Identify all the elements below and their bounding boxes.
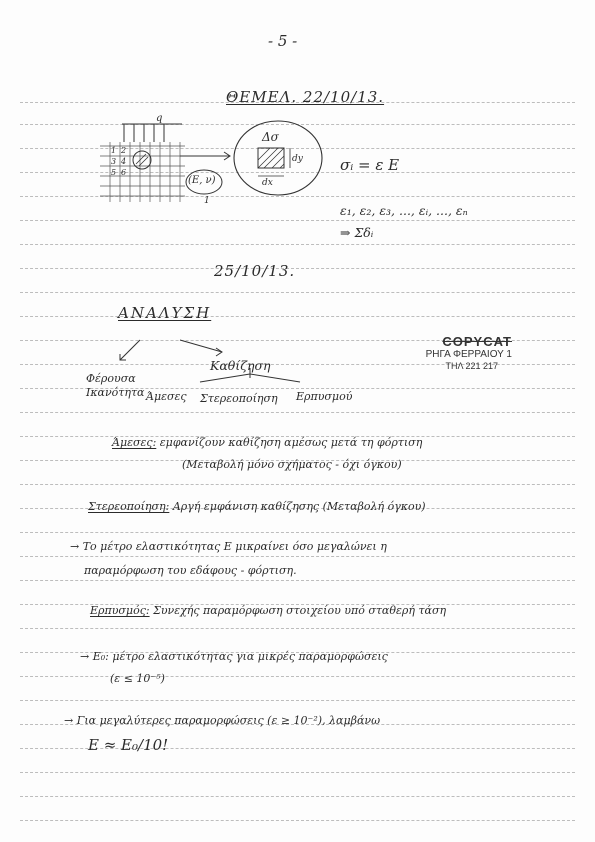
note-immediate (112, 436, 422, 449)
note-e0-range: (ε ≤ 10⁻⁵) (110, 672, 165, 685)
dy-label: dy (292, 154, 303, 164)
analysis-title: ΑΝΑΛΥΣΗ (118, 304, 212, 322)
sigma-formula: σᵢ = ε E (340, 156, 400, 174)
cell-number-3: 3 (111, 157, 117, 166)
theme-heading: ΘΕΜΕΛ. 22/10/13. (226, 88, 385, 106)
note-consolidation (88, 500, 426, 513)
grid-to-element-arrow (180, 150, 240, 162)
note-text: Αργή εμφάνιση καθίζησης (Μεταβολή όγκου) (172, 500, 426, 513)
note-elastic-modulus: → Το μέτρο ελαστικότητας E μικραίνει όσο μεγαλώνει η (70, 540, 387, 553)
note-term: Ερπυσμός: (90, 604, 150, 617)
page-number: - 5 - (268, 32, 298, 50)
copycat-stamp (400, 334, 512, 372)
cell-number-1: 1 (111, 146, 117, 155)
dx-label: dx (262, 178, 273, 188)
note-large-strain: → Για μεγαλύτερες παραμορφώσεις (ε ≥ 10⁻²), λαμβάνω (64, 714, 381, 727)
tree-creep: Ερπυσμού (296, 390, 353, 403)
cell-number-2: 2 (121, 146, 127, 155)
load-label: q (156, 113, 163, 124)
note-term: Άμεσες: (112, 436, 157, 449)
stamp-line-1: COPYCAT (442, 334, 512, 349)
note-text: εμφανίζουν καθίζηση αμέσως μετά τη φόρτιση (159, 436, 423, 449)
note-deformation: παραμόρφωση του εδάφους - φόρτιση. (84, 564, 297, 577)
cell-number-5: 5 (111, 168, 117, 177)
note-text: Συνεχής παραμόρφωση στοιχείου υπό σταθερή τάση (153, 604, 447, 617)
strains-formula: ε₁, ε₂, ε₃, ..., εᵢ, ..., εₙ (340, 203, 468, 218)
sum-formula: ⇒ Σδᵢ (340, 225, 374, 240)
tree-consolidation: Στερεοποίηση (200, 392, 278, 405)
note-term: Στερεοποίηση: (88, 500, 170, 513)
delta-sigma-label: Δσ (262, 130, 279, 144)
stamp-line-2: ΡΗΓΑ ΦΕΡΡΑΙΟΥ 1 (425, 349, 512, 360)
cell-number-6: 6 (121, 168, 127, 177)
tree-settlement: Καθίζηση (210, 358, 271, 373)
note-creep (90, 604, 446, 617)
stamp-line-3: ΤΗΛ 221 217 (445, 361, 498, 371)
date-heading: 25/10/13. (214, 262, 296, 280)
note-e-approx: E ≈ E₀/10! (88, 736, 169, 754)
note-immediate-detail: (Μεταβολή μόνο σχήματος - όχι όγκου) (182, 458, 402, 471)
tree-bearing-capacity: Φέρουσα Ικανότητα (86, 372, 145, 399)
note-e0-small: → E₀: μέτρο ελαστικότητας για μικρές παραμορφώσεις (80, 650, 388, 663)
tree-immediate: Άμεσες (146, 390, 187, 403)
cell-number-4: 4 (121, 157, 127, 166)
element-detail-circle (232, 118, 327, 198)
small-one-label: 1 (204, 196, 210, 206)
point-label: (E, ν) (188, 175, 216, 186)
